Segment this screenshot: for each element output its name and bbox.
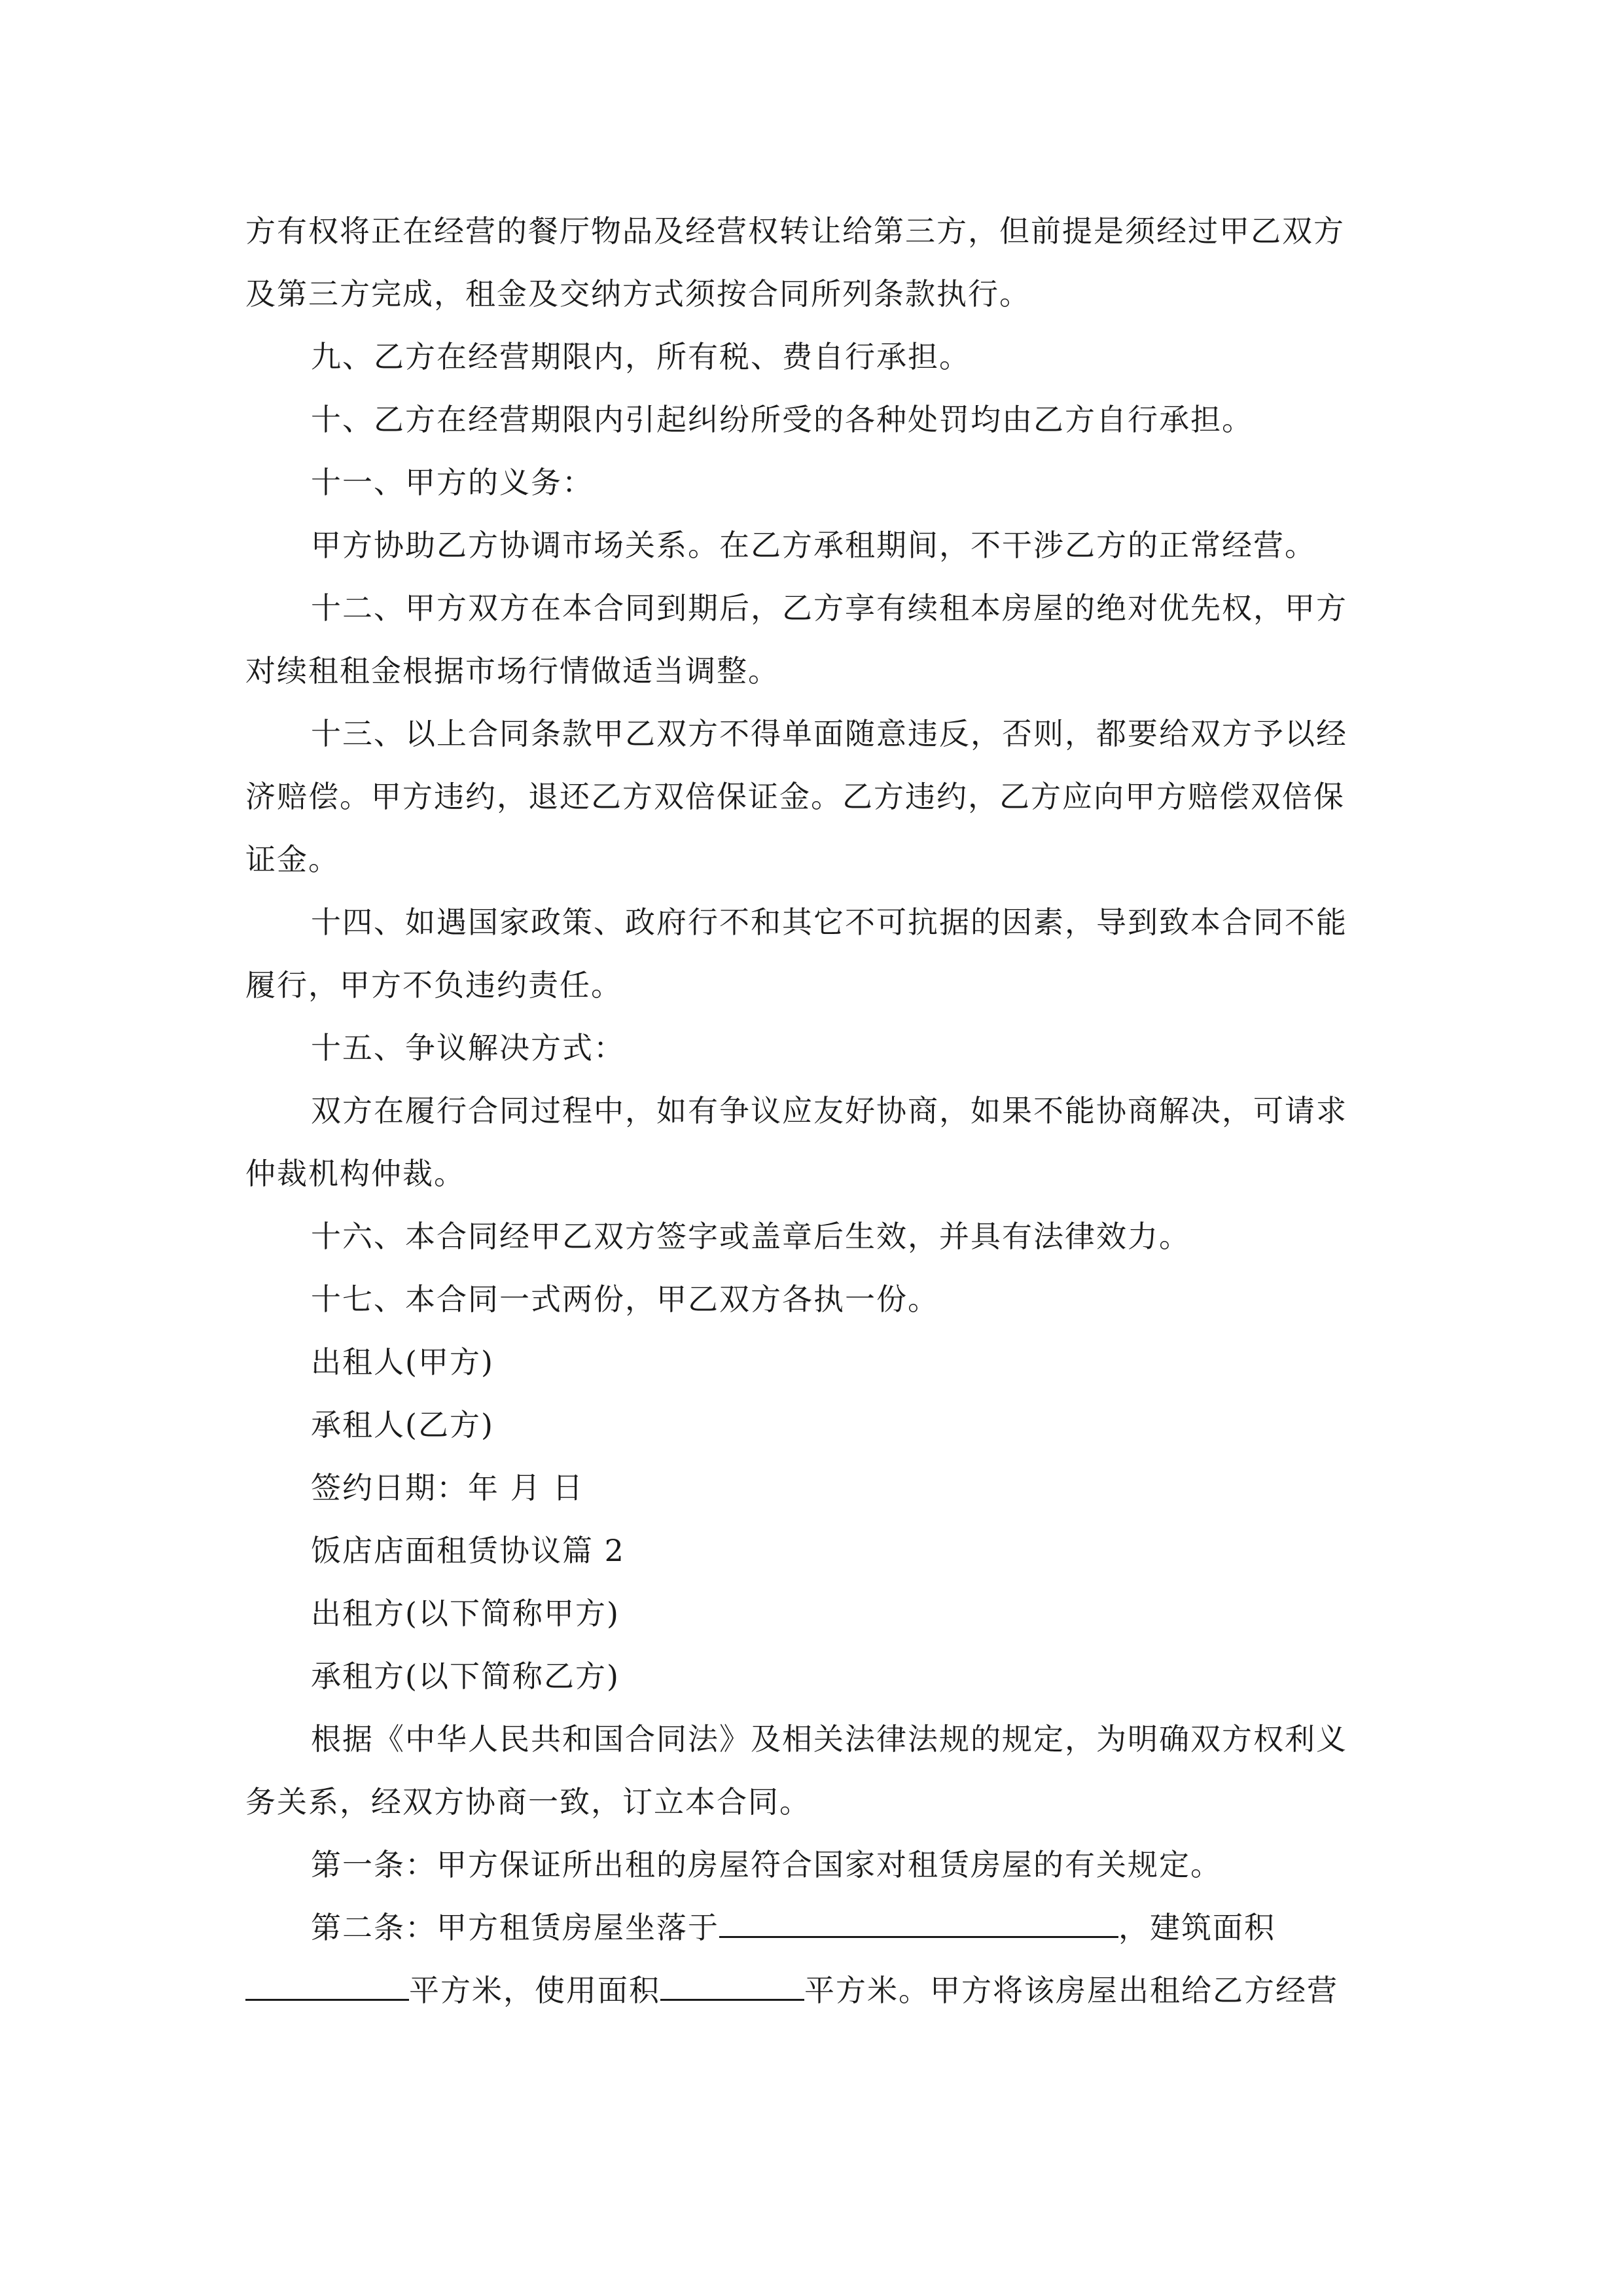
clause-15-line-2: 仲裁机构仲裁。 bbox=[245, 1156, 465, 1191]
article-2-text: ，建筑面积 bbox=[1118, 1910, 1275, 1945]
clause-14-line-2: 履行，甲方不负违约责任。 bbox=[245, 967, 622, 1003]
article-2-text: 第二条：甲方租赁房屋坐落于 bbox=[311, 1910, 719, 1945]
intro-line-1: 根据《中华人民共和国合同法》及相关法律法规的规定，为明确双方权利义 bbox=[311, 1721, 1347, 1757]
lessor-2-label: 出租方(以下简称甲方) bbox=[311, 1596, 620, 1631]
clause-13-line-3: 证金。 bbox=[245, 842, 340, 877]
location-blank bbox=[719, 1910, 1118, 1938]
article-2-line-2 bbox=[245, 1959, 1381, 2022]
clause-13-line-2: 济赔偿。甲方违约，退还乙方双倍保证金。乙方违约，乙方应向甲方赔偿双倍保 bbox=[245, 779, 1345, 814]
lessee-label: 承租人(乙方) bbox=[311, 1407, 494, 1443]
document-body bbox=[245, 200, 1381, 2022]
clause-11-title: 十一、甲方的义务： bbox=[311, 465, 594, 500]
article-1: 第一条：甲方保证所出租的房屋符合国家对租赁房屋的有关规定。 bbox=[311, 1847, 1222, 1882]
clause-14-line-1: 十四、如遇国家政策、政府行不和其它不可抗据的因素，导到致本合同不能 bbox=[311, 905, 1347, 940]
paragraph-line: 方有权将正在经营的餐厅物品及经营权转让给第三方，但前提是须经过甲乙双方 bbox=[245, 213, 1345, 249]
article-2-text: 平方米，使用面积 bbox=[409, 1973, 660, 2008]
clause-12-line-1: 十二、甲方双方在本合同到期后，乙方享有续租本房屋的绝对优先权，甲方 bbox=[311, 590, 1347, 626]
sign-date-label: 签约日期：年 月 日 bbox=[311, 1470, 584, 1505]
clause-12-line-2: 对续租租金根据市场行情做适当调整。 bbox=[245, 653, 779, 689]
section-2-title: 饭店店面租赁协议篇 2 bbox=[311, 1533, 625, 1568]
clause-10: 十、乙方在经营期限内引起纠纷所受的各种处罚均由乙方自行承担。 bbox=[311, 402, 1253, 437]
clause-13-line-1: 十三、以上合同条款甲乙双方不得单面随意违反，否则，都要给双方予以经 bbox=[311, 716, 1347, 751]
clause-16: 十六、本合同经甲乙双方签字或盖章后生效，并具有法律效力。 bbox=[311, 1219, 1190, 1254]
clause-15-line-1: 双方在履行合同过程中，如有争议应友好协商，如果不能协商解决，可请求 bbox=[311, 1093, 1347, 1128]
lessee-2-label: 承租方(以下简称乙方) bbox=[311, 1659, 620, 1694]
clause-17: 十七、本合同一式两份，甲乙双方各执一份。 bbox=[311, 1282, 939, 1317]
usable-area-blank bbox=[660, 1973, 804, 2001]
intro-line-2: 务关系，经双方协商一致，订立本合同。 bbox=[245, 1784, 811, 1820]
article-2-line-1 bbox=[245, 1896, 1381, 1959]
lessor-label: 出租人(甲方) bbox=[311, 1344, 494, 1380]
paragraph-line: 及第三方完成，租金及交纳方式须按合同所列条款执行。 bbox=[245, 276, 1031, 312]
clause-11-body: 甲方协助乙方协调市场关系。在乙方承租期间，不干涉乙方的正常经营。 bbox=[311, 528, 1316, 563]
building-area-blank bbox=[245, 1973, 409, 2001]
article-2-text: 平方米。甲方将该房屋出租给乙方经营 bbox=[804, 1973, 1338, 2008]
clause-15-title: 十五、争议解决方式： bbox=[311, 1030, 625, 1066]
clause-9: 九、乙方在经营期限内，所有税、费自行承担。 bbox=[311, 339, 971, 374]
